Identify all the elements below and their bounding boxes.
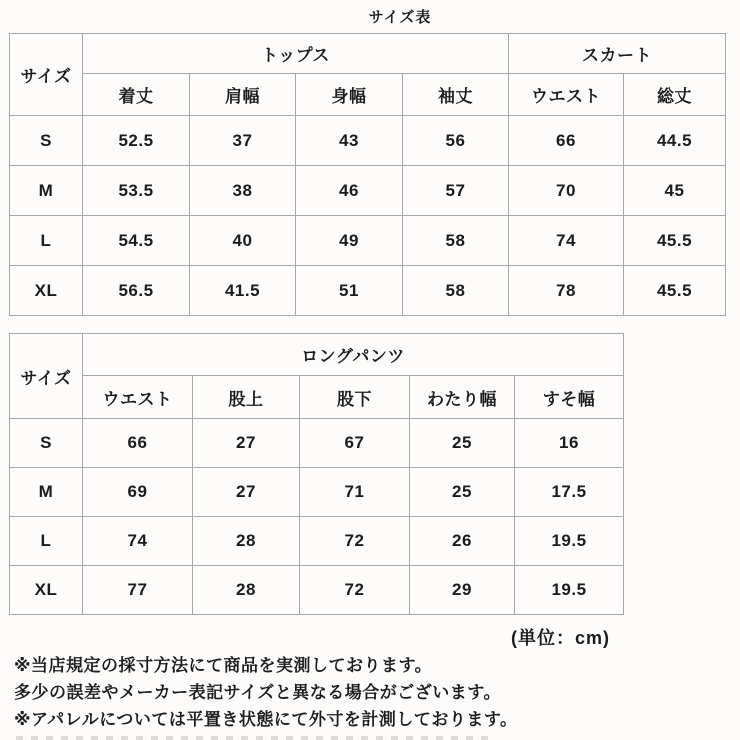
measurement-cell: 41.5 [190,266,296,316]
measurement-cell: 53.5 [83,166,190,216]
measurement-cell: 29 [410,566,515,615]
measurement-cell: 78 [509,266,624,316]
table-row [10,34,726,74]
column-header: 肩幅 [190,74,296,116]
measurement-cell: 38 [190,166,296,216]
measurement-cell: 28 [193,566,300,615]
measurement-cell: 19.5 [515,517,624,566]
measurement-cell: 66 [83,419,193,468]
long-pants-size-table [9,333,624,615]
table-row [10,116,726,166]
measurement-cell: 58 [403,216,509,266]
measurement-cell: 37 [190,116,296,166]
size-row-label: XL [10,266,83,316]
table-row [10,419,624,468]
measurement-cell: 69 [83,468,193,517]
size-row-label: S [10,116,83,166]
measurement-cell: 66 [509,116,624,166]
size-row-label: L [10,517,83,566]
table-row [10,566,624,615]
measurement-cell: 25 [410,468,515,517]
column-header: 股上 [193,376,300,419]
measurement-cell: 16 [515,419,624,468]
page-title: サイズ表 [368,9,432,26]
table-row [10,517,624,566]
measurement-cell: 70 [509,166,624,216]
measurement-cell: 74 [509,216,624,266]
unit-label: (単位：cm) [510,628,610,648]
tops-skirt-size-table [9,33,726,316]
measurement-cell: 27 [193,468,300,517]
table-row [10,266,726,316]
column-header: わたり幅 [410,376,515,419]
measurement-cell: 45 [624,166,726,216]
measurement-cell: 45.5 [624,266,726,316]
measurement-cell: 56 [403,116,509,166]
measurement-cell: 27 [193,419,300,468]
size-row-label: L [10,216,83,266]
size-row-label: S [10,419,83,468]
measurement-cell: 72 [300,517,410,566]
size-row-label: M [10,468,83,517]
measurement-cell: 17.5 [515,468,624,517]
table-row [10,216,726,266]
measurement-cell: 67 [300,419,410,468]
column-header: 総丈 [624,74,726,116]
size-row-label: XL [10,566,83,615]
measurement-notes [14,652,518,733]
group-header-tops: トップス [83,34,509,74]
measurement-cell: 25 [410,419,515,468]
measurement-cell: 71 [300,468,410,517]
measurement-cell: 72 [300,566,410,615]
measurement-cell: 56.5 [83,266,190,316]
measurement-cell: 28 [193,517,300,566]
measurement-cell: 45.5 [624,216,726,266]
measurement-cell: 51 [296,266,403,316]
column-header: 着丈 [83,74,190,116]
measurement-cell: 43 [296,116,403,166]
measurement-cell: 44.5 [624,116,726,166]
measurement-cell: 77 [83,566,193,615]
table-row [10,376,624,419]
size-corner-header: サイズ [10,334,83,419]
measurement-cell: 49 [296,216,403,266]
measurement-cell: 58 [403,266,509,316]
column-header: 身幅 [296,74,403,116]
measurement-cell: 52.5 [83,116,190,166]
note-line: ※アパレルについては平置き状態にて外寸を計測しております。 [14,710,518,729]
note-line: ※当店規定の採寸方法にて商品を実測しております。 [14,656,433,675]
measurement-cell: 40 [190,216,296,266]
table-row [10,166,726,216]
column-header: すそ幅 [515,376,624,419]
cutoff-text-line [16,736,496,740]
column-header: 袖丈 [403,74,509,116]
table-row [10,74,726,116]
group-header-skirt: スカート [509,34,726,74]
measurement-cell: 46 [296,166,403,216]
group-header-long-pants: ロングパンツ [83,334,624,376]
measurement-cell: 19.5 [515,566,624,615]
note-line: 多少の誤差やメーカー表記サイズと異なる場合がございます。 [14,683,501,702]
column-header: ウエスト [83,376,193,419]
measurement-cell: 54.5 [83,216,190,266]
measurement-cell: 57 [403,166,509,216]
column-header: ウエスト [509,74,624,116]
table-row [10,468,624,517]
size-row-label: M [10,166,83,216]
size-corner-header: サイズ [10,34,83,116]
measurement-cell: 74 [83,517,193,566]
column-header: 股下 [300,376,410,419]
measurement-cell: 26 [410,517,515,566]
table-row [10,334,624,376]
